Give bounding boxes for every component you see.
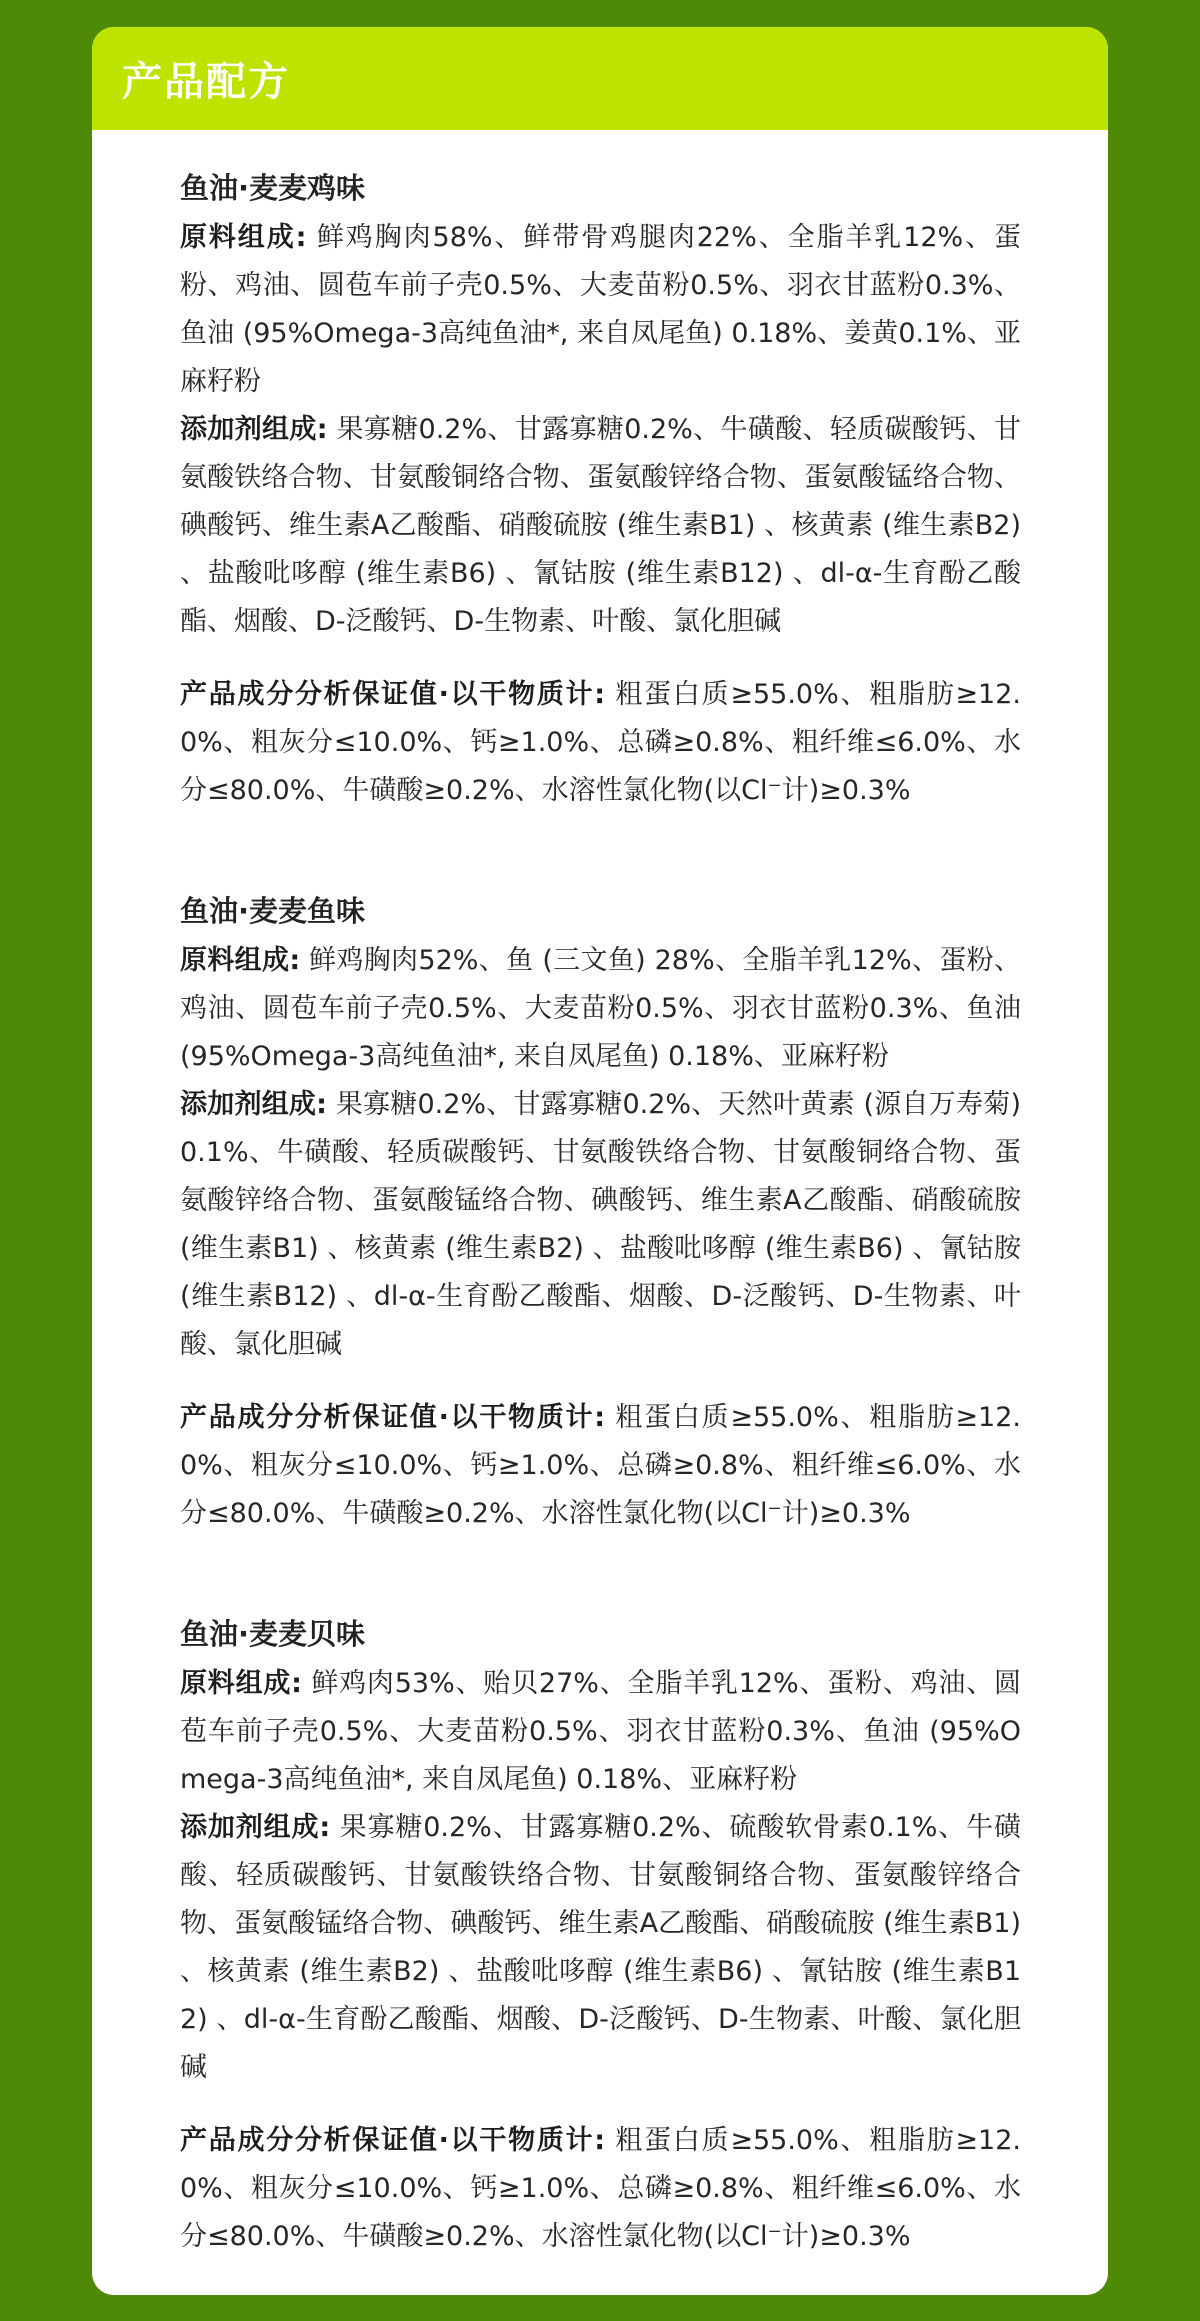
section-title: 鱼油·麦麦鱼味: [180, 894, 366, 928]
ingredients-label: 原料组成:: [180, 945, 301, 976]
analysis-label: 产品成分分析保证值·以干物质计:: [180, 679, 606, 710]
ingredients-text: 鲜鸡胸肉52%、鱼 (三文鱼) 28%、全脂羊乳12%、蛋粉、鸡油、圆苞车前子壳0.5%、大麦苗粉0.5%、羽衣甘蓝粉0.3%、鱼油 (95%Omega-3高纯鱼油*, 来自凤尾鱼) 0.18%、亚麻籽粉: [180, 945, 1021, 1072]
additives-label: 添加剂组成:: [180, 414, 328, 445]
additives-text: 果寡糖0.2%、甘露寡糖0.2%、天然叶黄素 (源自万寿菊) 0.1%、牛磺酸、轻质碳酸钙、甘氨酸铁络合物、甘氨酸铜络合物、蛋氨酸锌络合物、蛋氨酸锰络合物、碘酸钙、维生素A乙酸酯、硝酸硫胺 (维生素B1) 、核黄素 (维生素B2) 、盐酸吡哆醇 (维生素B6) 、氰钴胺 (维生素B12) 、dl-α-生育酚乙酸酯、烟酸、D-泛酸钙、D-生物素、叶酸、氯化胆碱: [180, 1089, 1021, 1360]
ingredients-label: 原料组成:: [180, 222, 307, 253]
page-title: 产品配方: [122, 59, 290, 105]
analysis-text: 粗蛋白质≥55.0%、粗脂肪≥12.0%、粗灰分≤10.0%、钙≥1.0%、总磷≥0.8%、粗纤维≤6.0%、水分≤80.0%、牛磺酸≥0.2%、水溶性氯化物(以Cl⁻计)≥0.3%: [180, 679, 1021, 806]
section-title: 鱼油·麦麦贝味: [180, 1617, 366, 1651]
formula-content: [92, 130, 1108, 2261]
ingredients-paragraph: [180, 937, 1021, 1081]
analysis-text: 粗蛋白质≥55.0%、粗脂肪≥12.0%、粗灰分≤10.0%、钙≥1.0%、总磷≥0.8%、粗纤维≤6.0%、水分≤80.0%、牛磺酸≥0.2%、水溶性氯化物(以Cl⁻计)≥0.3%: [180, 1402, 1021, 1529]
ingredients-paragraph: [180, 214, 1021, 406]
analysis-label: 产品成分分析保证值·以干物质计:: [180, 1402, 606, 1433]
additives-paragraph: [180, 1081, 1021, 1369]
additives-text: 果寡糖0.2%、甘露寡糖0.2%、硫酸软骨素0.1%、牛磺酸、轻质碳酸钙、甘氨酸铁络合物、甘氨酸铜络合物、蛋氨酸锌络合物、蛋氨酸锰络合物、碘酸钙、维生素A乙酸酯、硝酸硫胺 (维生素B1) 、核黄素 (维生素B2) 、盐酸吡哆醇 (维生素B6) 、氰钴胺 (维生素B12) 、dl-α-生育酚乙酸酯、烟酸、D-泛酸钙、D-生物素、叶酸、氯化胆碱: [180, 1812, 1021, 2083]
formula-section-mussel: [180, 1614, 1021, 2261]
card-header: [92, 27, 1108, 130]
analysis-label: 产品成分分析保证值·以干物质计:: [180, 2125, 606, 2156]
ingredients-label: 原料组成:: [180, 1668, 302, 1699]
analysis-paragraph: [180, 671, 1021, 815]
additives-paragraph: [180, 1804, 1021, 2092]
analysis-text: 粗蛋白质≥55.0%、粗脂肪≥12.0%、粗灰分≤10.0%、钙≥1.0%、总磷≥0.8%、粗纤维≤6.0%、水分≤80.0%、牛磺酸≥0.2%、水溶性氯化物(以Cl⁻计)≥0.3%: [180, 2125, 1021, 2252]
formula-section-fish: [180, 891, 1021, 1538]
section-title: 鱼油·麦麦鸡味: [180, 171, 366, 205]
analysis-paragraph: [180, 2117, 1021, 2261]
ingredients-text: 鲜鸡胸肉58%、鲜带骨鸡腿肉22%、全脂羊乳12%、蛋粉、鸡油、圆苞车前子壳0.5%、大麦苗粉0.5%、羽衣甘蓝粉0.3%、鱼油 (95%Omega-3高纯鱼油*, 来自凤尾鱼) 0.18%、姜黄0.1%、亚麻籽粉: [180, 222, 1021, 397]
additives-text: 果寡糖0.2%、甘露寡糖0.2%、牛磺酸、轻质碳酸钙、甘氨酸铁络合物、甘氨酸铜络合物、蛋氨酸锌络合物、蛋氨酸锰络合物、碘酸钙、维生素A乙酸酯、硝酸硫胺 (维生素B1) 、核黄素 (维生素B2) 、盐酸吡哆醇 (维生素B6) 、氰钴胺 (维生素B12) 、dl-α-生育酚乙酸酯、烟酸、D-泛酸钙、D-生物素、叶酸、氯化胆碱: [180, 414, 1021, 637]
analysis-paragraph: [180, 1394, 1021, 1538]
formula-card: [92, 27, 1108, 2295]
additives-label: 添加剂组成:: [180, 1089, 327, 1120]
additives-label: 添加剂组成:: [180, 1812, 331, 1843]
ingredients-text: 鲜鸡肉53%、贻贝27%、全脂羊乳12%、蛋粉、鸡油、圆苞车前子壳0.5%、大麦苗粉0.5%、羽衣甘蓝粉0.3%、鱼油 (95%Omega-3高纯鱼油*, 来自凤尾鱼) 0.18%、亚麻籽粉: [180, 1668, 1021, 1795]
formula-section-chicken: [180, 168, 1021, 815]
ingredients-paragraph: [180, 1660, 1021, 1804]
additives-paragraph: [180, 406, 1021, 646]
